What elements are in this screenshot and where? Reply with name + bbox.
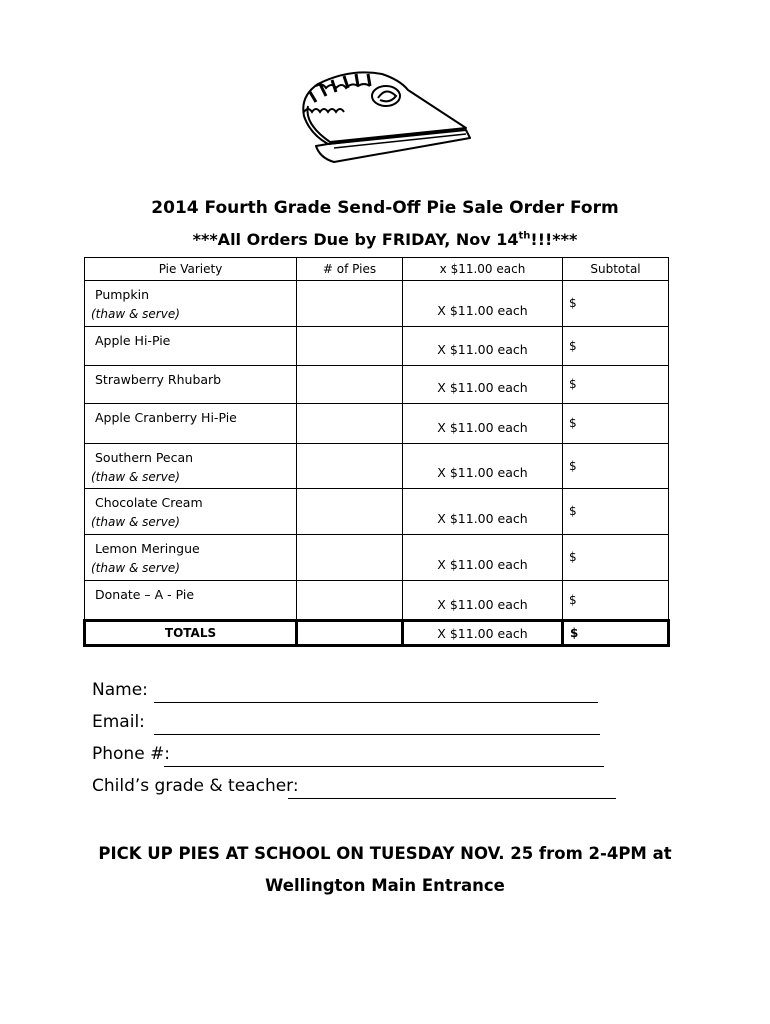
price-text: X $11.00 each xyxy=(437,557,528,572)
totals-subtotal-cell[interactable] xyxy=(563,621,669,646)
pie-variety-cell xyxy=(85,535,297,581)
price-cell xyxy=(403,489,563,535)
price-cell xyxy=(403,404,563,444)
phone-field xyxy=(92,744,299,776)
table-row xyxy=(85,581,669,621)
pie-name: Strawberry Rhubarb xyxy=(95,372,222,387)
child-label: Child’s grade & teacher: xyxy=(92,776,299,796)
subtotal-cell[interactable] xyxy=(563,404,669,444)
price-cell xyxy=(403,281,563,327)
header-num-pies: # of Pies xyxy=(297,258,403,281)
form-title: 2014 Fourth Grade Send-Off Pie Sale Order Form xyxy=(151,198,619,218)
subtotal-cell[interactable] xyxy=(563,281,669,327)
subtotal-cell[interactable] xyxy=(563,366,669,404)
price-text: X $11.00 each xyxy=(437,380,528,395)
pie-name: Apple Hi-Pie xyxy=(95,333,171,348)
table-row xyxy=(85,327,669,366)
num-pies-cell[interactable] xyxy=(297,281,403,327)
subtotal-cell[interactable] xyxy=(563,581,669,621)
name-input-line[interactable] xyxy=(154,702,598,703)
price-cell xyxy=(403,535,563,581)
contact-fields xyxy=(92,680,299,808)
subtotal-text: $ xyxy=(569,377,577,391)
price-cell xyxy=(403,581,563,621)
pie-variety-cell xyxy=(85,327,297,366)
subtotal-text: $ xyxy=(569,593,577,607)
table-row xyxy=(85,366,669,404)
child-field xyxy=(92,776,299,808)
header-pie-variety: Pie Variety xyxy=(85,258,297,281)
totals-price: X $11.00 each xyxy=(437,625,528,641)
subtotal-text: $ xyxy=(569,459,577,473)
email-label: Email: xyxy=(92,712,145,732)
price-text: X $11.00 each xyxy=(437,303,528,318)
pie-name: Apple Cranberry Hi-Pie xyxy=(95,410,237,425)
price-text: X $11.00 each xyxy=(437,420,528,435)
totals-label: TOTALS xyxy=(85,621,297,646)
pie-note: (thaw & serve) xyxy=(91,470,180,484)
table-header-row xyxy=(85,258,669,281)
pie-note: (thaw & serve) xyxy=(91,307,180,321)
price-cell xyxy=(403,366,563,404)
pie-variety-cell xyxy=(85,404,297,444)
table-row xyxy=(85,404,669,444)
price-text: X $11.00 each xyxy=(437,465,528,480)
pie-slice-illustration xyxy=(290,66,480,166)
child-input-line[interactable] xyxy=(288,798,616,799)
totals-subtotal: $ xyxy=(570,626,579,640)
pie-name: Donate – A - Pie xyxy=(95,587,195,602)
price-text: X $11.00 each xyxy=(437,597,528,612)
table-row xyxy=(85,281,669,327)
totals-row xyxy=(85,621,669,646)
price-cell xyxy=(403,444,563,489)
subtotal-cell[interactable] xyxy=(563,535,669,581)
pickup-line-1: PICK UP PIES AT SCHOOL ON TUESDAY NOV. 25 from 2-4PM at xyxy=(98,844,672,863)
header-price: x $11.00 each xyxy=(403,258,563,281)
price-text: X $11.00 each xyxy=(437,342,528,357)
table-row xyxy=(85,444,669,489)
name-label: Name: xyxy=(92,680,148,700)
pie-name: Lemon Meringue xyxy=(95,541,200,556)
pickup-notice xyxy=(0,838,770,902)
due-date-notice: ***All Orders Due by FRIDAY, Nov 14th!!!*** xyxy=(192,230,578,249)
num-pies-cell[interactable] xyxy=(297,404,403,444)
num-pies-cell[interactable] xyxy=(297,535,403,581)
pie-name: Chocolate Cream xyxy=(95,495,203,510)
price-text: X $11.00 each xyxy=(437,511,528,526)
pickup-line-2: Wellington Main Entrance xyxy=(265,876,505,895)
table-row xyxy=(85,535,669,581)
table-row xyxy=(85,489,669,535)
subtotal-text: $ xyxy=(569,416,577,430)
subtotal-cell[interactable] xyxy=(563,444,669,489)
pie-note: (thaw & serve) xyxy=(91,515,180,529)
num-pies-cell[interactable] xyxy=(297,366,403,404)
num-pies-cell[interactable] xyxy=(297,327,403,366)
subtotal-text: $ xyxy=(569,550,577,564)
pie-variety-cell xyxy=(85,366,297,404)
num-pies-cell[interactable] xyxy=(297,489,403,535)
pie-variety-cell xyxy=(85,489,297,535)
order-table xyxy=(83,257,670,647)
pie-variety-cell xyxy=(85,581,297,621)
subtotal-cell[interactable] xyxy=(563,489,669,535)
subtotal-text: $ xyxy=(569,504,577,518)
phone-label: Phone #: xyxy=(92,744,171,764)
email-field xyxy=(92,712,299,744)
pie-name: Pumpkin xyxy=(95,287,149,302)
name-field xyxy=(92,680,299,712)
subtotal-cell[interactable] xyxy=(563,327,669,366)
phone-input-line[interactable] xyxy=(164,766,604,767)
totals-num-pies[interactable] xyxy=(297,621,403,646)
email-input-line[interactable] xyxy=(154,734,600,735)
price-cell xyxy=(403,327,563,366)
num-pies-cell[interactable] xyxy=(297,581,403,621)
pie-variety-cell xyxy=(85,444,297,489)
subtotal-text: $ xyxy=(569,339,577,353)
header-subtotal: Subtotal xyxy=(563,258,669,281)
num-pies-cell[interactable] xyxy=(297,444,403,489)
subtotal-text: $ xyxy=(569,296,577,310)
pie-name: Southern Pecan xyxy=(95,450,194,465)
pie-note: (thaw & serve) xyxy=(91,561,180,575)
pie-variety-cell xyxy=(85,281,297,327)
